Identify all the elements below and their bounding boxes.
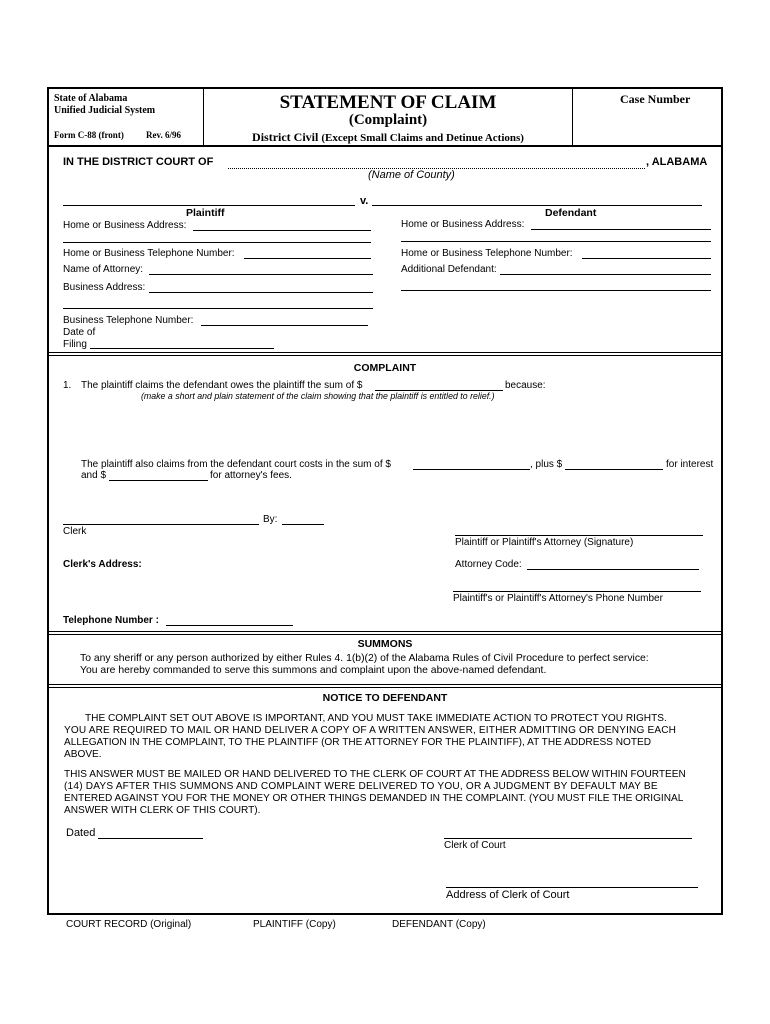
complaint-heading: COMPLAINT bbox=[353, 362, 417, 374]
header-divider-left bbox=[203, 88, 204, 145]
plus-label: , plus $ bbox=[530, 459, 563, 470]
defendant-address-field-2[interactable] bbox=[401, 241, 711, 242]
notice-heading: NOTICE TO DEFENDANT bbox=[322, 692, 448, 704]
additional-defendant-field-2[interactable] bbox=[401, 290, 711, 291]
case-number-label: Case Number bbox=[620, 92, 691, 106]
form-subtitle: (Complaint) bbox=[348, 112, 428, 128]
attorney-name-field[interactable] bbox=[149, 274, 373, 275]
summons-line-1: To any sheriff or any person authorized by either Rules 4. 1(b)(2) of the Alabama Rules of Civil Procedure to perfect service: bbox=[80, 653, 649, 664]
plaintiff-name-field[interactable] bbox=[63, 205, 355, 206]
copy-plaintiff: PLAINTIFF (Copy) bbox=[253, 919, 336, 930]
defendant-address-field[interactable] bbox=[531, 229, 711, 230]
filing-label: Filing bbox=[63, 339, 87, 350]
court-type-rest: (Except Small Claims and Detinue Actions) bbox=[321, 132, 524, 144]
section-rule-notice bbox=[48, 684, 722, 688]
attorney-name-label: Name of Attorney: bbox=[63, 264, 144, 275]
and-label: and $ bbox=[81, 470, 107, 481]
clerk-address-field[interactable] bbox=[446, 887, 698, 888]
copy-defendant: DEFENDANT (Copy) bbox=[392, 919, 486, 930]
filing-date-field[interactable] bbox=[90, 348, 274, 349]
state-label: State of Alabama bbox=[54, 93, 128, 104]
clerk-of-court-signature-field[interactable] bbox=[444, 838, 692, 839]
interest-field[interactable] bbox=[565, 469, 663, 470]
signature-label: Plaintiff or Plaintiff's Attorney (Signature) bbox=[455, 537, 634, 548]
system-label: Unified Judicial System bbox=[54, 105, 156, 116]
header-divider-right bbox=[572, 88, 573, 145]
date-of-label: Date of bbox=[63, 327, 96, 338]
notice-para2-line4: ANSWER WITH CLERK OF THIS COURT). bbox=[64, 805, 261, 816]
business-address-field[interactable] bbox=[149, 292, 373, 293]
section-rule-summons bbox=[48, 631, 722, 635]
phone-number-label: Plaintiff's or Plaintiff's Attorney's Phone Number bbox=[453, 593, 663, 604]
summons-line-2: You are hereby commanded to serve this summons and complaint upon the above-named defendant. bbox=[80, 665, 547, 676]
business-address-field-2[interactable] bbox=[63, 308, 373, 309]
costs-text: The plaintiff also claims from the defendant court costs in the sum of $ bbox=[81, 459, 391, 470]
county-hint: (Name of County) bbox=[368, 169, 455, 181]
court-type bbox=[205, 130, 571, 145]
notice-para2-line1: THIS ANSWER MUST BE MAILED OR HAND DELIVERED TO THE CLERK OF COURT AT THE ADDRESS BELOW WITHIN FOURTEEN bbox=[64, 769, 686, 780]
notice-para1-line4: ABOVE. bbox=[64, 749, 102, 760]
item1-number: 1. bbox=[63, 380, 72, 391]
by-field[interactable] bbox=[282, 524, 324, 525]
notice-para1-line2: YOU ARE REQUIRED TO MAIL OR HAND DELIVER A COPY OF A WRITTEN ANSWER, EITHER ADMITTING OR DENYING EACH bbox=[64, 725, 677, 736]
form-title: STATEMENT OF CLAIM bbox=[279, 92, 497, 113]
by-label: By: bbox=[263, 514, 278, 525]
additional-defendant-field[interactable] bbox=[500, 274, 711, 275]
item1-hint: (make a short and plain statement of the claim showing that the plaintiff is entitled to relief.) bbox=[141, 391, 495, 401]
notice-para1-line1: THE COMPLAINT SET OUT ABOVE IS IMPORTANT, AND YOU MUST TAKE IMMEDIATE ACTION TO PROTECT YOU RIGHTS. bbox=[85, 713, 667, 724]
business-telephone-field[interactable] bbox=[201, 325, 368, 326]
court-costs-field[interactable] bbox=[413, 469, 530, 470]
notice-para2-line2: (14) DAYS AFTER THIS SUMMONS AND COMPLAINT WERE DELIVERED TO YOU, OR A JUDGMENT BY DEFAULT MAY BE bbox=[64, 781, 658, 792]
dated-field[interactable] bbox=[98, 838, 203, 839]
plaintiff-address-label: Home or Business Address: bbox=[63, 220, 187, 231]
attorney-fees-label: for attorney's fees. bbox=[210, 470, 292, 481]
business-telephone-label: Business Telephone Number: bbox=[63, 315, 194, 326]
address-of-clerk-label: Address of Clerk of Court bbox=[446, 889, 570, 901]
dated-label: Dated bbox=[66, 827, 96, 839]
copy-court-record: COURT RECORD (Original) bbox=[66, 919, 192, 930]
telephone-number-label: Telephone Number : bbox=[63, 615, 159, 626]
plaintiff-telephone-label: Home or Business Telephone Number: bbox=[63, 248, 235, 259]
defendant-telephone-field[interactable] bbox=[582, 258, 711, 259]
clerk-signature-field[interactable] bbox=[63, 524, 259, 525]
notice-para1-line3: ALLEGATION IN THE COMPLAINT, TO THE PLAINTIFF (OR THE ATTORNEY FOR THE PLAINTIFF), AT THE ADDRESS NOTED bbox=[64, 737, 652, 748]
plaintiff-address-field[interactable] bbox=[193, 230, 371, 231]
form-number: Form C-88 (front) bbox=[54, 130, 124, 140]
versus-label: v. bbox=[360, 195, 369, 207]
clerk-of-court-label: Clerk of Court bbox=[444, 840, 506, 851]
phone-number-field[interactable] bbox=[453, 591, 701, 592]
header-bottom-rule bbox=[48, 145, 722, 147]
clerk-label: Clerk bbox=[63, 526, 87, 537]
defendant-telephone-label: Home or Business Telephone Number: bbox=[401, 248, 573, 259]
defendant-name-field[interactable] bbox=[372, 205, 702, 206]
alabama-label: , ALABAMA bbox=[646, 156, 708, 168]
district-court-label: IN THE DISTRICT COURT OF bbox=[63, 156, 214, 168]
attorney-code-label: Attorney Code: bbox=[455, 559, 522, 570]
item1-claim-text: The plaintiff claims the defendant owes the plaintiff the sum of $ bbox=[81, 380, 363, 391]
plaintiff-signature-field[interactable] bbox=[455, 535, 703, 536]
notice-para2-line3: ENTERED AGAINST YOU FOR THE MONEY OR OTHER THINGS DEMANDED IN THE COMPLAINT. (YOU MUST FILE THE ORIGINAL bbox=[64, 793, 684, 804]
item1-because: because: bbox=[505, 380, 546, 391]
attorney-fees-field[interactable] bbox=[109, 480, 208, 481]
clerk-telephone-field[interactable] bbox=[166, 625, 293, 626]
summons-heading: SUMMONS bbox=[357, 638, 413, 650]
defendant-heading: Defendant bbox=[545, 207, 597, 219]
plaintiff-address-field-2[interactable] bbox=[63, 242, 371, 243]
business-address-label: Business Address: bbox=[63, 282, 146, 293]
court-type-bold: District Civil bbox=[252, 130, 319, 144]
additional-defendant-label: Additional Defendant: bbox=[401, 264, 497, 275]
clerk-address-label: Clerk's Address: bbox=[63, 559, 142, 570]
plaintiff-heading: Plaintiff bbox=[186, 207, 225, 219]
revision-label: Rev. 6/96 bbox=[146, 130, 181, 140]
attorney-code-field[interactable] bbox=[527, 569, 699, 570]
section-rule-complaint bbox=[48, 352, 722, 356]
plaintiff-telephone-field[interactable] bbox=[244, 258, 371, 259]
for-interest-label: for interest bbox=[666, 459, 714, 470]
defendant-address-label: Home or Business Address: bbox=[401, 219, 525, 230]
